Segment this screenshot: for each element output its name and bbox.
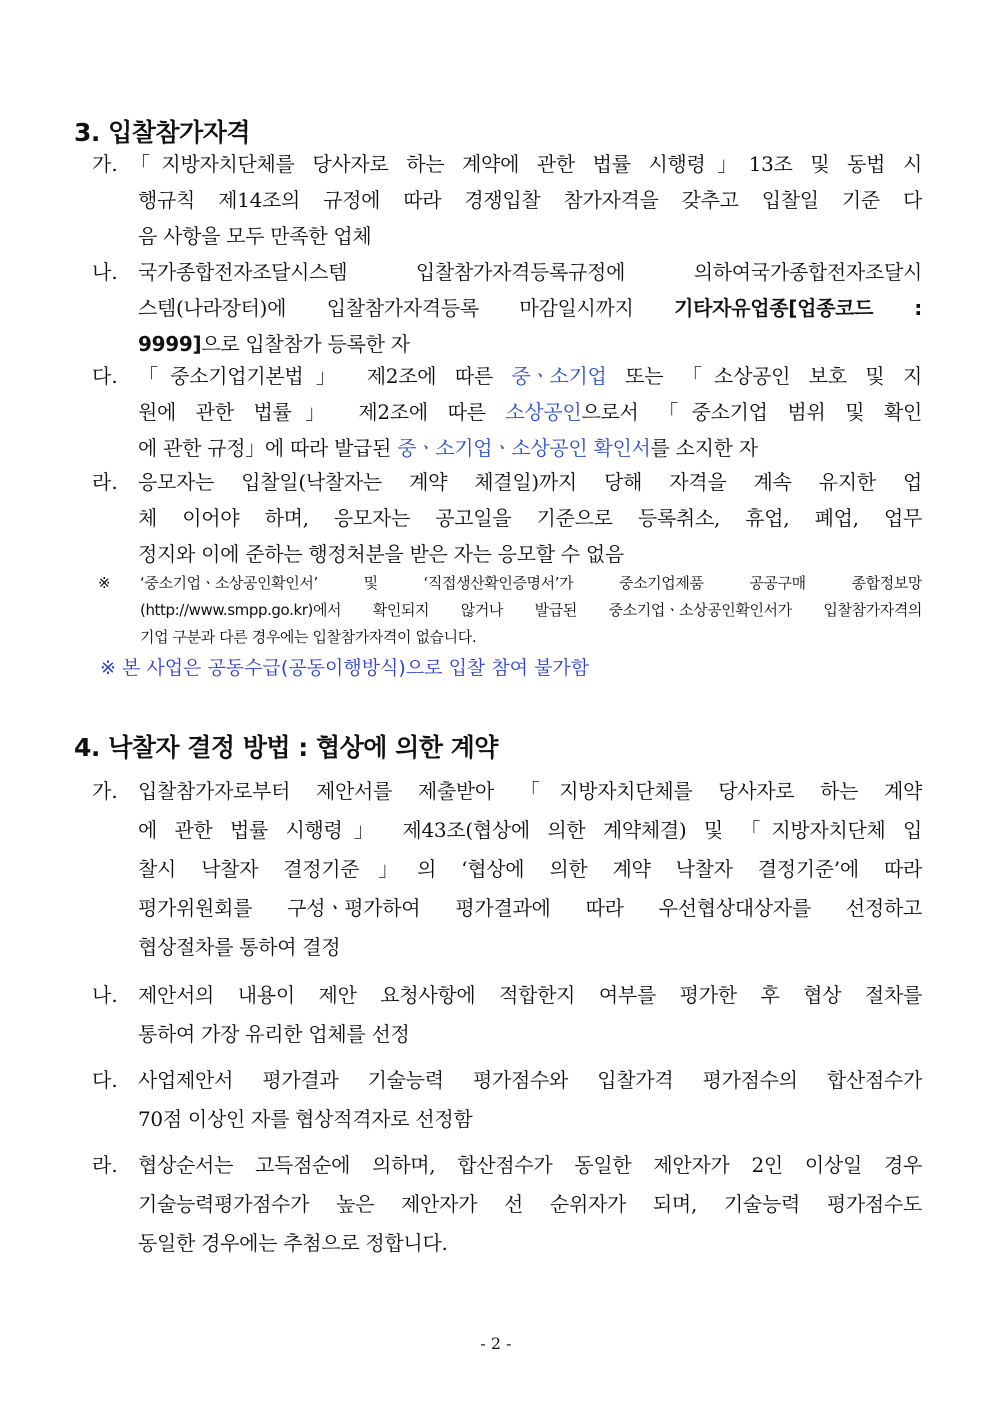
item-line: 「지방자치단체를 당사자로 하는 계약에 관한 법률 시행령」13조 및 동법 시 [130,152,922,176]
item-line: 제안서의 내용이 제안 요청사항에 적합한지 여부를 평가한 후 협상 절차를 [138,983,922,1007]
industry-code-number: 9999] [138,332,202,356]
item-line-text: 에 관한 규정」에 따라 발급된 [138,436,398,460]
page-number: - 2 - [480,1334,512,1353]
item-line: 협상절차를 통하여 결정 [138,935,341,959]
item-line: 에 관한 법률 시행령」 제43조(협상에 의한 계약체결) 및 「지방자치단체 입 [138,818,922,842]
item-line: 협상순서는 고득점순에 의하며, 합산점수가 동일한 제안자가 2인 이상일 경우 [138,1153,922,1177]
item-line: 기술능력평가점수가 높은 제안자가 선 순위자가 되며, 기술능력 평가점수도 [138,1192,922,1216]
item-line: 음 사항을 모두 만족한 업체 [138,224,372,248]
item-marker: 나. [92,983,118,1007]
item-marker: 나. [92,260,118,284]
item-marker: 다. [92,1068,118,1092]
section-3-heading: 3. 입찰참가자격 [74,118,250,147]
item-line: 국가종합전자조달시스템 입찰참가자격등록규정에 의하여국가종합전자조달시 [138,260,922,284]
item-line: 평가위원회를 구성ㆍ평가하여 평가결과에 따라 우선협상대상자를 선정하고 [138,896,922,920]
item-line [138,326,922,362]
item-line-text: 원에 관한 법률」 제2조에 따른 [138,400,506,424]
item-line: 입찰참가자로부터 제안서를 제출받아 「지방자치단체를 당사자로 하는 계약 [138,779,922,803]
item-line [138,430,922,466]
item-line: 찰시 낙찰자 결정기준」의 ‘협상에 의한 계약 낙찰자 결정기준’에 따라 [138,857,922,881]
item-marker: 가. [92,779,118,803]
section-4-item-na [92,976,922,1054]
item-marker: 라. [92,1153,118,1177]
item-line: 통하여 가장 유리한 업체를 선정 [138,1022,410,1046]
note-marker: ※ [98,574,111,592]
industry-code-bold: 기타자유업종[업종코드 : [674,296,923,320]
item-line [138,358,922,394]
item-line: 응모자는 입찰일(낙찰자는 계약 체결일)까지 당해 자격을 계속 유지한 업 [138,470,922,494]
item-line: 동일한 경우에는 추첨으로 정합니다. [138,1231,448,1255]
item-marker: 다. [92,364,118,388]
note-line: 기업 구분과 다른 경우에는 입찰참가자격이 없습니다. [140,628,477,646]
item-line [138,394,922,430]
small-business-highlight: 소상공인 [505,400,582,424]
section-4-item-da [92,1061,922,1139]
section-3-item-da [92,358,922,466]
section-3-item-ra [92,464,922,572]
item-marker: 가. [92,152,118,176]
item-line-text: 스템(나라장터)에 입찰참가자격등록 마감일시까지 [138,296,634,320]
certificate-highlight: 중ㆍ소기업ㆍ소상공인 확인서 [397,436,651,460]
section-4-heading: 4. 낙찰자 결정 방법 : 협상에 의한 계약 [74,733,498,762]
section-3-note [98,570,922,651]
item-marker: 라. [92,470,118,494]
item-line: 사업제안서 평가결과 기술능력 평가점수와 입찰가격 평가점수의 합산점수가 [138,1068,922,1092]
item-line-text: 으로 입찰참가 등록한 자 [201,332,410,356]
section-3-item-na [92,254,922,362]
item-line-text: 「중소기업기본법」 제2조에 따른 [138,364,512,388]
item-line: 행규칙 제14조의 규정에 따라 경쟁입찰 참가자격을 갖추고 입찰일 기준 다 [138,188,922,212]
section-3-item-ga [92,146,922,254]
item-line-text: 또는 「소상공인 보호 및 지 [606,364,922,388]
sme-highlight: 중ㆍ소기업 [511,364,607,388]
item-line-text: 를 소지한 자 [650,436,758,460]
item-line: 70점 이상인 자를 협상적격자로 선정함 [138,1107,473,1131]
item-line: 정지와 이에 준하는 행정처분을 받은 자는 응모할 수 없음 [138,542,624,566]
note-line: ‘중소기업ㆍ소상공인확인서’ 및 ‘직접생산확인증명서’가 중소기업제품 공공구매 종합정보망 [140,574,922,592]
item-line [138,290,922,326]
item-line: 체 이어야 하며, 응모자는 공고일을 기준으로 등록취소, 휴업, 폐업, 업무 [138,506,922,530]
section-4-item-ga [92,772,922,967]
section-4-item-ra [92,1146,922,1263]
item-line-text: 으로서 「중소기업 범위 및 확인 [581,400,922,424]
joint-bidding-notice: ※ 본 사업은 공동수급(공동이행방식)으로 입찰 참여 불가함 [100,657,590,679]
note-line: (http://www.smpp.go.kr)에서 확인되지 않거나 발급된 중소기업ㆍ소상공인확인서가 입찰참가자격의 [140,601,922,619]
